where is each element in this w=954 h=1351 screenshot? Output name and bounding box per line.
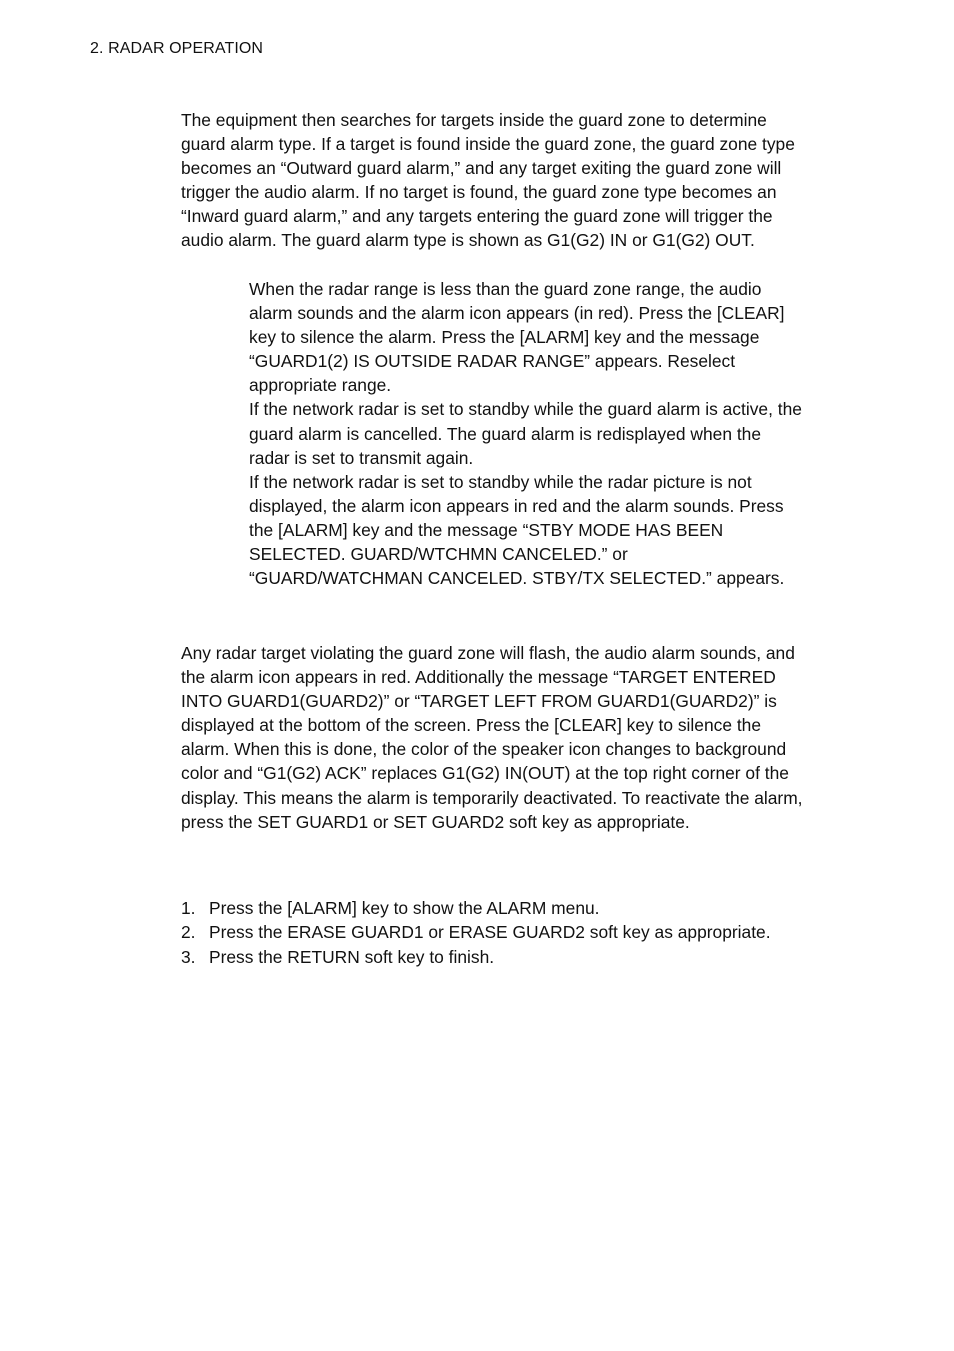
note-line: displayed, the alarm icon appears in red and the alarm sounds. Press: [249, 495, 784, 516]
text-line: guard alarm type. If a target is found inside the guard zone, the guard zone type: [181, 134, 795, 155]
text-line: alarm. When this is done, the color of the speaker icon changes to background: [181, 739, 787, 760]
page-header: 2. RADAR OPERATION: [90, 40, 264, 57]
note-line: radar is set to transmit again.: [249, 447, 474, 468]
text-line: color and “G1(G2) ACK” replaces G1(G2) IN(OUT) at the top right corner of the: [181, 763, 789, 784]
step-text: Press the [ALARM] key to show the ALARM menu.: [209, 898, 600, 918]
note-line: appropriate range.: [249, 375, 392, 396]
violation-paragraph: [181, 641, 851, 834]
text-line: press the SET GUARD1 or SET GUARD2 soft key as appropriate.: [181, 811, 690, 832]
step-number: 1.: [181, 898, 196, 918]
list-item: [181, 896, 771, 920]
text-line: trigger the audio alarm. If no target is found, the guard zone type becomes an: [181, 182, 777, 203]
text-line: the alarm icon appears in red. Additionally the message “TARGET ENTERED: [181, 667, 776, 688]
note-line: alarm sounds and the alarm icon appears (in red). Press the [CLEAR]: [249, 303, 785, 324]
list-item: [181, 945, 771, 969]
text-line: displayed at the bottom of the screen. Press the [CLEAR] key to silence the: [181, 715, 761, 736]
note-line: If the network radar is set to standby while the radar picture is not: [249, 471, 752, 492]
note-line: the [ALARM] key and the message “STBY MODE HAS BEEN: [249, 519, 724, 540]
note-line: SELECTED. GUARD/WTCHMN CANCELED.” or: [249, 544, 628, 565]
text-line: display. This means the alarm is temporarily deactivated. To reactivate the alarm,: [181, 787, 803, 808]
step-number: 3.: [181, 946, 196, 967]
step-text: Press the RETURN soft key to finish.: [209, 946, 495, 967]
text-line: INTO GUARD1(GUARD2)” or “TARGET LEFT FROM GUARD1(GUARD2)” is: [181, 691, 777, 712]
text-line: audio alarm. The guard alarm type is shown as G1(G2) IN or G1(G2) OUT.: [181, 230, 755, 251]
text-line: Any radar target violating the guard zone will flash, the audio alarm sounds, and: [181, 643, 795, 663]
note-line: “GUARD/WATCHMAN CANCELED. STBY/TX SELECTED.” appears.: [249, 568, 785, 589]
guard-type-paragraph: [181, 108, 851, 253]
text-line: “Inward guard alarm,” and any targets entering the guard zone will trigger the: [181, 206, 773, 227]
text-line: becomes an “Outward guard alarm,” and any target exiting the guard zone will: [181, 158, 782, 179]
step-text: Press the ERASE GUARD1 or ERASE GUARD2 soft key as appropriate.: [209, 922, 771, 943]
note-line: “GUARD1(2) IS OUTSIDE RADAR RANGE” appears. Reselect: [249, 351, 736, 372]
step-number: 2.: [181, 922, 196, 943]
note-line: key to silence the alarm. Press the [ALARM] key and the message: [249, 327, 760, 348]
note-line: If the network radar is set to standby while the guard alarm is active, the: [249, 399, 802, 420]
note-line: guard alarm is cancelled. The guard alarm is redisplayed when the: [249, 423, 762, 444]
procedure-steps: [181, 896, 771, 969]
text-line: The equipment then searches for targets inside the guard zone to determine: [181, 110, 767, 130]
note-line: When the radar range is less than the guard zone range, the audio: [249, 279, 762, 299]
notes-block: [249, 277, 849, 590]
list-item: [181, 920, 771, 944]
